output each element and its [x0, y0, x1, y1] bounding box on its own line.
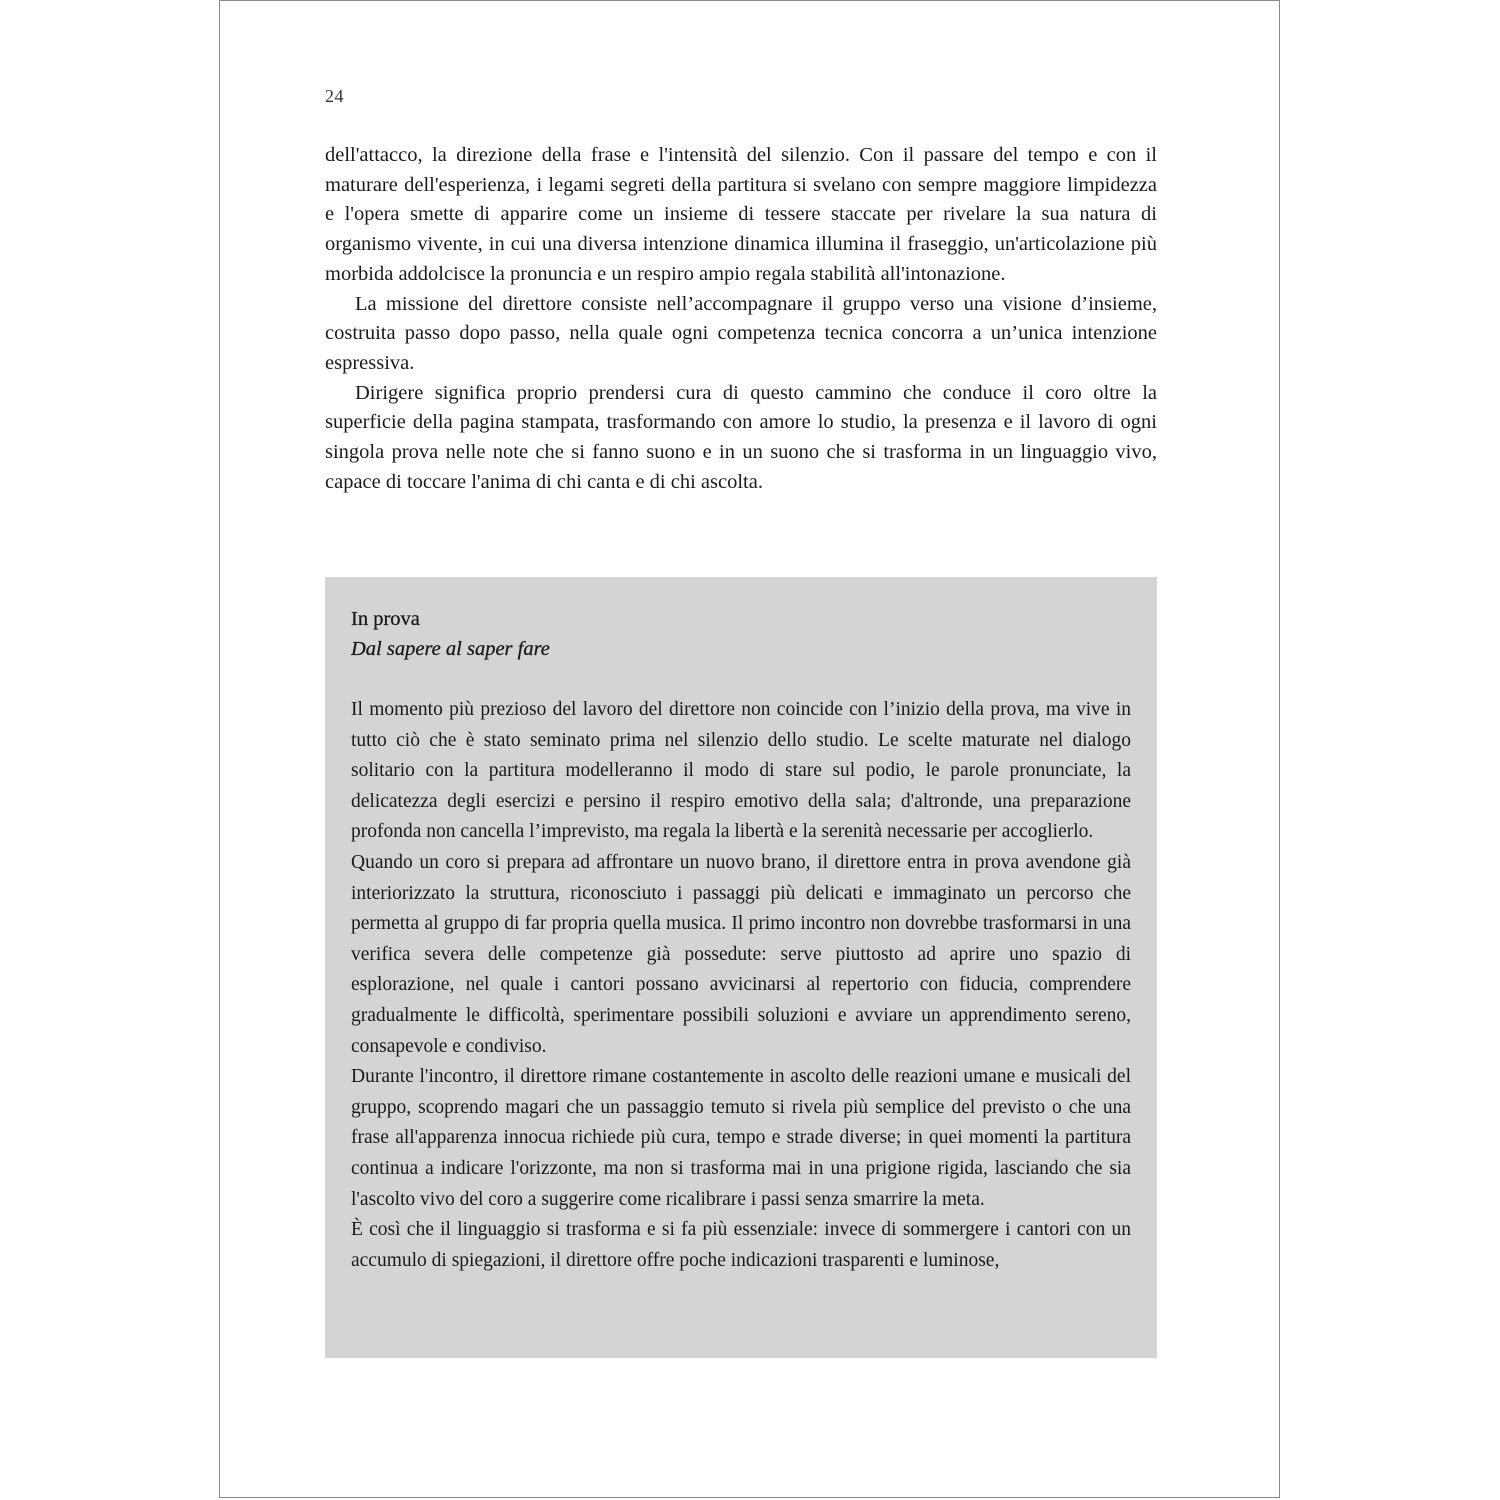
box-subtitle: Dal sapere al saper fare: [351, 638, 550, 660]
box-paragraph-2: Quando un coro si prepara ad affrontare un nuovo brano, il direttore entra in prova avendone già interiorizzato la struttura, riconosciuto i passaggi più delicati e immaginato un percorso che permetta al gruppo di far propria quella musica. Il primo incontro non dovrebbe trasformarsi in una verifica severa delle competenze già possedute: serve piuttosto ad aprire uno spazio di esplorazione, nel quale i cantori possano avvicinarsi al repertorio con fiducia, comprendere gradualmente le difficoltà, sperimentare possibili soluzioni e avviare un apprendimento sereno, consapevole e condiviso.: [351, 851, 1131, 1057]
box-title: In prova: [351, 608, 420, 630]
box-paragraph-4: È così che il linguaggio si trasforma e si fa più essenziale: invece di sommergere i cantori con un accumulo di spiegazioni, il direttore offre poche indicazioni trasparenti e luminose,: [351, 1219, 1131, 1271]
page-number: 24: [325, 86, 344, 106]
body-paragraph-2: La missione del direttore consiste nell’accompagnare il gruppo verso una visione d’insieme, costruita passo dopo passo, nella quale ogni competenza tecnica concorra a un’unica intenzione espressiva.: [325, 292, 1157, 374]
main-text: [325, 141, 1157, 497]
box-paragraph-3: Durante l'incontro, il direttore rimane costantemente in ascolto delle reazioni umane e musicali del gruppo, scoprendo magari che un passaggio temuto si rivela più semplice del previsto o che una frase all'apparenza innocua richiede più cura, tempo e strade diverse; in quei momenti la partitura continua a indicare l'orizzonte, ma non si trasforma mai in una prigione rigida, lasciando che sia l'ascolto vivo del coro a suggerire come ricalibrare i passi senza smarrire la meta.: [351, 1066, 1131, 1210]
sidebar-box-in-prova: [325, 577, 1157, 1358]
box-paragraph-1: Il momento più prezioso del lavoro del direttore non coincide con l’inizio della prova, ma vive in tutto ciò che è stato seminato prima nel silenzio dello studio. Le scelte maturate nel dialogo solitario con la partitura modelleranno il modo di stare sul podio, le parole pronunciate, la delicatezza degli esercizi e persino il respiro emotivo della sala; d'altronde, una preparazione profonda non cancella l’imprevisto, ma regala la libertà e la serenità necessarie per accoglierlo.: [351, 699, 1131, 843]
body-paragraph-1: dell'attacco, la direzione della frase e l'intensità del silenzio. Con il passare del tempo e con il maturare dell'esperienza, i legami segreti della partitura si svelano con sempre maggiore limpidezza e l'opera smette di apparire come un insieme di tessere staccate per rivelare la sua natura di organismo vivente, in cui una diversa intenzione dinamica illumina il fraseggio, un'articolazione più morbida addolcisce la pronuncia e un respiro ampio regala stabilità all'intonazione.: [325, 144, 1157, 285]
body-paragraph-3: Dirigere significa proprio prendersi cura di questo cammino che conduce il coro oltre la superficie della pagina stampata, trasformando con amore lo studio, la presenza e il lavoro di ogni singola prova nelle note che si fanno suono e in un suono che si trasforma in un linguaggio vivo, capace di toccare l'anima di chi canta e di chi ascolta.: [325, 381, 1157, 493]
box-text: [351, 695, 1131, 1276]
